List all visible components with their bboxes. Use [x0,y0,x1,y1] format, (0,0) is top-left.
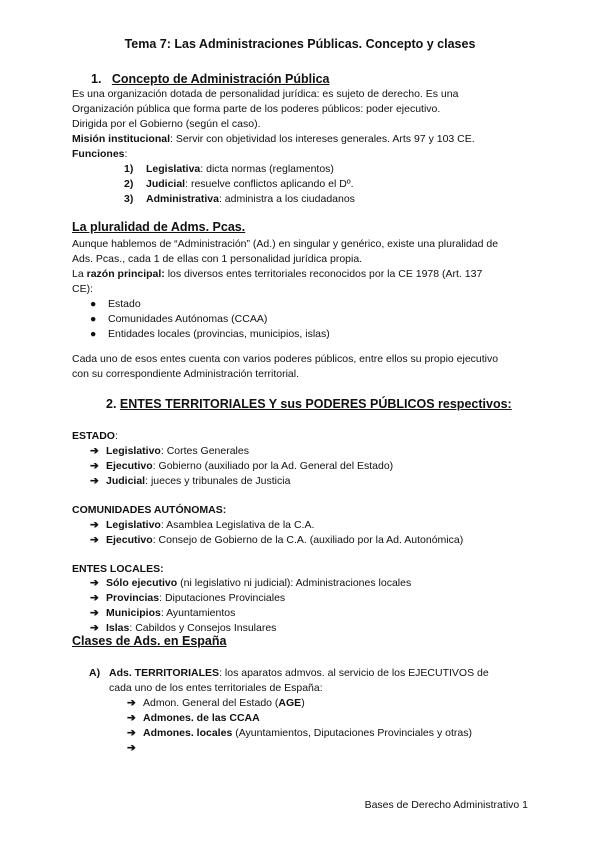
item-number: 3) [124,193,134,205]
razon-label: razón principal: [86,268,165,280]
section-1-heading [91,72,329,86]
paragraph-line: Es una organización dotada de personalidad jurídica: es sujeto de derecho. Es una [72,88,459,100]
arrow-icon: ➔ [127,697,136,709]
item-text: : Consejo de Gobierno de la C.A. (auxiliado por la Ad. Autonómica) [152,534,464,546]
text-run: Admon. General del Estado ( [143,697,279,709]
clase-a-line [89,666,489,680]
list-item [124,177,354,191]
text-run: ) [301,697,305,709]
arrow-item [90,591,285,605]
item-text: : Gobierno (auxiliado por la Ad. General del Estado) [152,460,394,472]
mision-text: : Servir con objetividad los intereses generales. Arts 97 y 103 CE. [170,133,475,145]
arrow-item [127,726,472,740]
ccaa-label: COMUNIDADES AUTÓNOMAS: [72,504,227,516]
item-text: : jueces y tribunales de Justicia [145,475,291,487]
mision-label: Misión institucional [72,133,171,145]
arrow-icon: ➔ [90,475,99,487]
bullet-text: Entidades locales (provincias, municipios, islas) [108,328,330,340]
funciones-colon: : [124,148,128,160]
item-number: 1) [124,163,134,175]
clase-a-line-2: cada uno de los entes territoriales de España: [109,682,323,694]
item-label: Islas [106,622,130,634]
mision-line [72,132,475,146]
locales-label: ENTES LOCALES: [72,563,164,575]
item-label: Legislativo [106,445,161,457]
arrow-icon: ➔ [90,460,99,472]
arrow-icon: ➔ [90,607,99,619]
arrow-item [90,533,463,547]
arrow-icon: ➔ [127,712,136,724]
item-label: Legislativo [106,519,161,531]
arrow-item [90,459,393,473]
item-text: : Diputaciones Provinciales [159,592,286,604]
item-number: 2) [124,178,134,190]
arrow-icon: ➔ [90,577,99,589]
page-title: Tema 7: Las Administraciones Públicas. Concepto y clases [124,37,476,51]
text-bold: Admones. de las CCAA [143,712,260,724]
page-footer: Bases de Derecho Administrativo 1 [364,799,528,811]
arrow-item [127,741,143,755]
arrow-item [90,518,314,532]
text-bold: AGE [278,697,302,709]
item-text: (ni legislativo ni judicial): Administraciones locales [177,577,412,589]
section-1-title: Concepto de Administración Pública [111,72,330,86]
item-label: Ejecutivo [106,534,153,546]
text-run: La [72,268,87,280]
paragraph-line: Aunque hablemos de “Administración” (Ad.) en singular y genérico, existe una pluralidad de [72,238,499,250]
bullet-item [90,312,267,326]
funciones-label: Funciones [72,148,125,160]
paragraph-line: con su correspondiente Administración territorial. [72,368,300,380]
text-run: los diversos entes territoriales reconocidos por la CE 1978 (Art. 137 [164,268,483,280]
item-text: : Cortes Generales [160,445,249,457]
item-text: : administra a los ciudadanos [218,193,355,205]
arrow-icon: ➔ [127,742,136,754]
section-1-number: 1. [91,72,102,86]
paragraph-line: CE): [72,283,93,295]
item-label: Administrativa [146,193,219,205]
item-label: Sólo ejecutivo [106,577,178,589]
item-text: : Cabildos y Consejos Insulares [129,622,277,634]
arrow-icon: ➔ [90,445,99,457]
item-label: Legislativa [146,163,201,175]
text-bold: Admones. locales [143,727,233,739]
clase-a-text: : los aparatos admvos. al servicio de los EJECUTIVOS de [219,667,489,679]
list-item [124,192,355,206]
section-2-title: ENTES TERRITORIALES Y sus PODERES PÚBLICOS respectivos: [119,397,512,411]
bullet-icon: ● [90,298,97,310]
item-label: Provincias [106,592,160,604]
text-run: (Ayuntamientos, Diputaciones Provinciales y otras) [232,727,472,739]
arrow-item [90,606,235,620]
estado-label [72,429,118,443]
clases-heading: Clases de Ads. en España [72,634,227,648]
arrow-icon: ➔ [127,727,136,739]
bullet-icon: ● [90,328,97,340]
arrow-icon: ➔ [90,592,99,604]
arrow-item [127,696,305,710]
item-text: : Ayuntamientos [160,607,236,619]
bullet-text: Estado [108,298,141,310]
clase-a-label: Ads. TERRITORIALES [109,667,220,679]
bullet-text: Comunidades Autónomas (CCAA) [108,313,268,325]
paragraph-line: Dirigida por el Gobierno (según el caso). [72,118,261,130]
paragraph-line: Ads. Pcas., cada 1 de ellas con 1 personalidad jurídica propia. [72,253,363,265]
arrow-icon: ➔ [90,519,99,531]
estado-colon: : [114,430,118,442]
list-item [124,162,334,176]
item-label: Ejecutivo [106,460,153,472]
item-label: Municipios [106,607,161,619]
arrow-item [127,711,260,725]
pluralidad-heading: La pluralidad de Adms. Pcas. [72,220,246,234]
item-text: : dicta normas (reglamentos) [200,163,334,175]
funciones-line [72,147,127,161]
clase-letter: A) [89,667,101,679]
bullet-item [90,297,141,311]
arrow-item [90,474,290,488]
item-label: Judicial [106,475,146,487]
section-2-number: 2. [106,397,117,411]
paragraph-line [72,267,482,281]
section-2-heading [106,397,512,411]
arrow-icon: ➔ [90,622,99,634]
estado-label-text: ESTADO [72,430,115,442]
item-label: Judicial [146,178,186,190]
item-text: : Asamblea Legislativa de la C.A. [160,519,315,531]
arrow-item [90,576,411,590]
bullet-item [90,327,330,341]
bullet-icon: ● [90,313,97,325]
arrow-icon: ➔ [90,534,99,546]
item-text: : resuelve conflictos aplicando el Dº. [185,178,354,190]
paragraph-line: Organización pública que forma parte de los poderes públicos: poder ejecutivo. [72,103,441,115]
arrow-item [90,621,276,635]
arrow-item [90,444,249,458]
paragraph-line: Cada uno de esos entes cuenta con varios poderes públicos, entre ellos su propio ejecutivo [72,353,499,365]
